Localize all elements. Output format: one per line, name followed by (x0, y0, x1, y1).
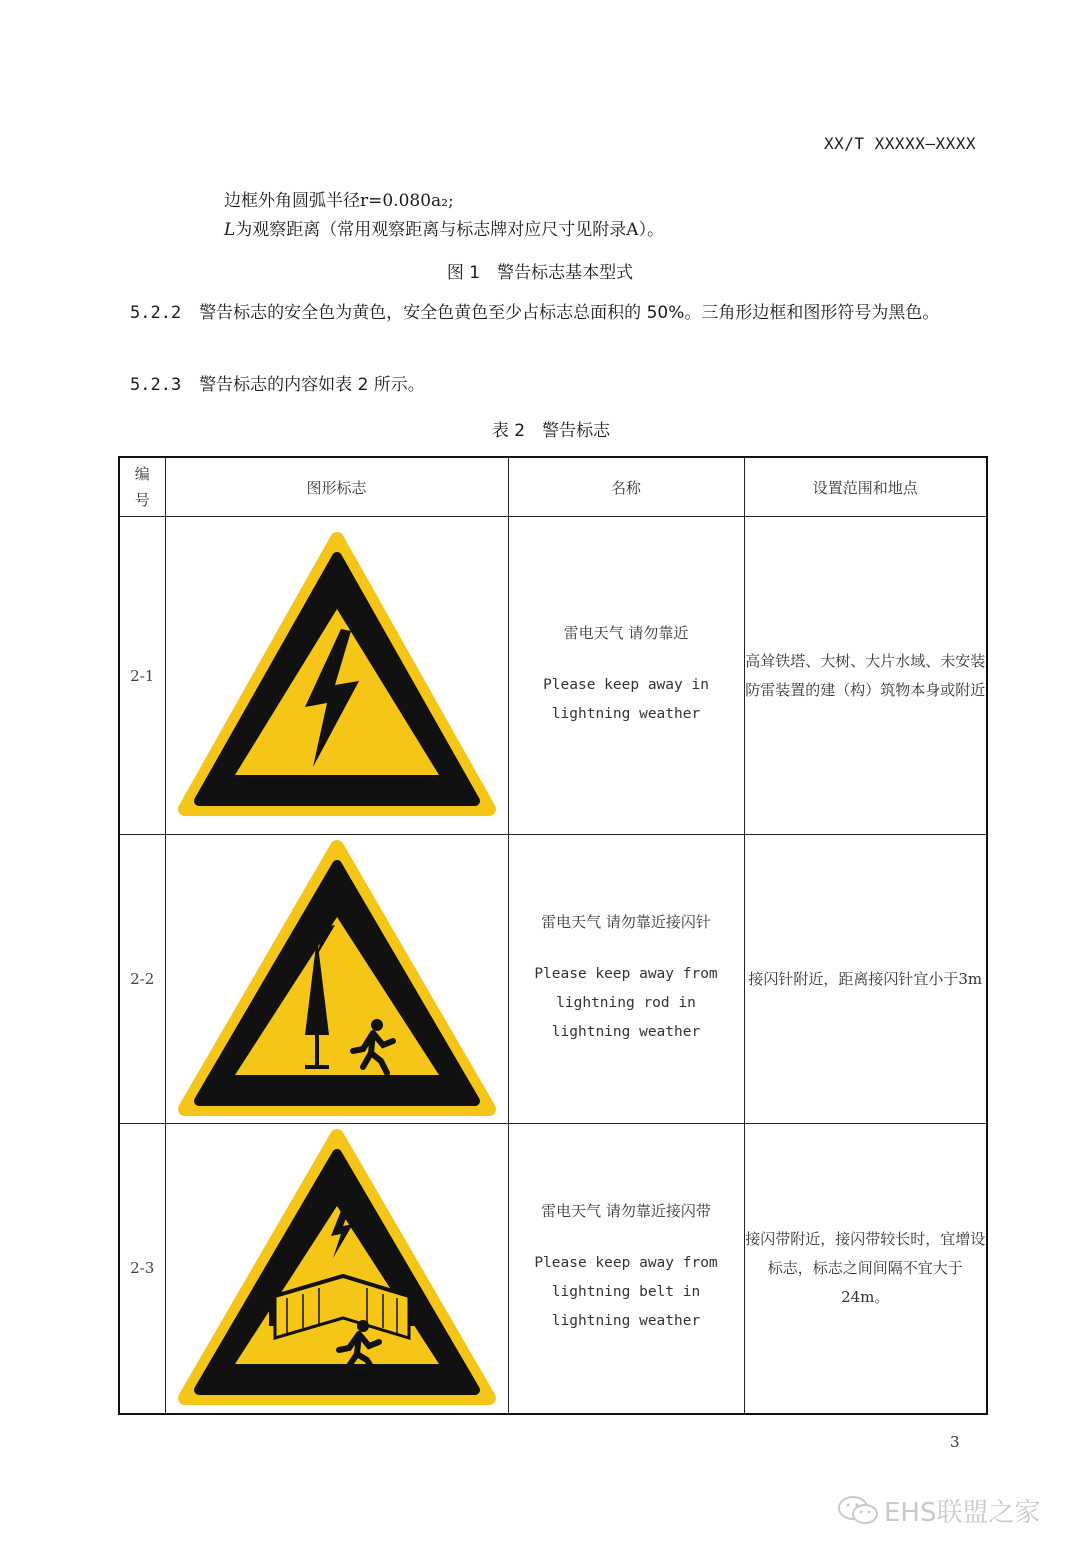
header-sign: 图形标志 (165, 457, 508, 517)
watermark-text: EHS联盟之家 (884, 1498, 1041, 1528)
lightning-warning-sign-icon (177, 531, 497, 821)
page-number: 3 (950, 1433, 960, 1451)
name-chinese: 雷电天气 请勿靠近 (563, 624, 689, 642)
clause-number: 5.2.2 (130, 303, 182, 323)
doc-code: XX/T XXXXX—XXXX (824, 134, 976, 153)
table-caption: 表 2 警告标志 (491, 421, 611, 441)
clause-text: 警告标志的内容如表 2 所示。 (199, 375, 425, 395)
clause-number: 5.2.3 (130, 375, 182, 395)
location-cell: 接闪带附近，接闪带较长时，宜增设标志，标志之间间隔不宜大于 24m。 (744, 1124, 987, 1414)
table-header-row (119, 457, 987, 517)
table-row (119, 517, 987, 835)
location-cell: 高耸铁塔、大树、大片水域、未安装防雷装置的建（构）筑物本身或附近 (744, 517, 987, 835)
name-cell (508, 1124, 744, 1414)
name-chinese: 雷电天气 请勿靠近接闪带 (541, 1202, 711, 1221)
table-row (119, 1124, 987, 1414)
clause-5-2-2 (130, 299, 980, 328)
name-english: Please keep away from lightning belt in lightning weather (534, 1255, 718, 1330)
sign-cell (165, 517, 508, 835)
distance-note-text: 为观察距离（常用观察距离与标志牌对应尺寸见附录A）。 (235, 220, 665, 240)
name-cell (508, 517, 744, 835)
clause-5-2-3 (130, 371, 980, 400)
sign-cell (165, 835, 508, 1124)
figure-caption: 图 1 警告标志基本型式 (446, 263, 634, 283)
table-row (119, 835, 987, 1124)
lightning-belt-warning-sign-icon (177, 1128, 497, 1408)
name-chinese: 雷电天气 请勿靠近接闪针 (541, 913, 711, 931)
lightning-rod-warning-sign-icon (177, 839, 497, 1119)
radius-note: 边框外角圆弧半径r=0.080a₂; (224, 191, 454, 211)
header-number (119, 457, 165, 517)
header-number-line1: 编 (134, 465, 150, 483)
header-number-line2: 号 (134, 491, 150, 509)
sign-cell (165, 1124, 508, 1414)
name-english: Please keep away from lightning rod in lightning weather (534, 966, 718, 1040)
warning-signs-table (118, 456, 988, 1415)
row-number: 2-2 (119, 835, 165, 1124)
clause-text: 警告标志的安全色为黄色，安全色黄色至少占标志总面积的 50%。三角形边框和图形符号为黑色。 (199, 303, 940, 323)
header-name: 名称 (508, 457, 744, 517)
distance-note (224, 215, 664, 240)
location-cell: 接闪针附近，距离接闪针宜小于3m (744, 835, 987, 1124)
name-cell (508, 835, 744, 1124)
row-number: 2-3 (119, 1124, 165, 1414)
row-number: 2-1 (119, 517, 165, 835)
wechat-icon (836, 1495, 880, 1527)
name-english: Please keep away in lightning weather (543, 677, 709, 722)
header-location: 设置范围和地点 (744, 457, 987, 517)
distance-variable: L (224, 220, 236, 240)
watermark (836, 1492, 1040, 1529)
